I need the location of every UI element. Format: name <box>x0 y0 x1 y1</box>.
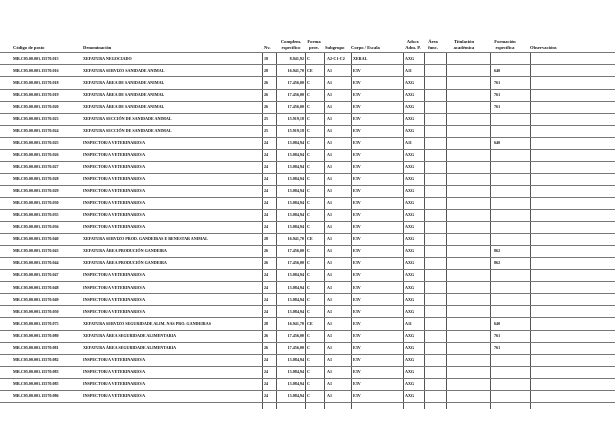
table-row <box>0 89 615 101</box>
table-row <box>0 330 615 342</box>
cell-nivel: 26 <box>264 91 269 97</box>
cell-codigo: MR.C05.00.001.15570.028 <box>13 176 59 182</box>
cell-denominacion: INSPECTOR/A VETERINARIO/A <box>83 224 146 230</box>
table-row <box>0 101 615 113</box>
cell-adscr: AXG <box>405 248 415 254</box>
cell-subgrupo: A1 <box>327 320 333 326</box>
cell-nivel: 24 <box>264 151 269 157</box>
cell-denominacion: XEFATURA ÁREA DE SANIDADE ANIMAL <box>83 91 165 97</box>
cell-nivel: 25 <box>264 115 269 121</box>
cell-subgrupo: A1 <box>327 176 333 182</box>
col-header-complemento-line2: específico <box>281 45 301 50</box>
cell-complemento: 13.084,94 <box>287 151 304 157</box>
cell-adscr: A11 <box>405 320 412 326</box>
table-row <box>0 294 615 306</box>
cell-adscr: AXG <box>405 176 415 182</box>
col-header-adscr-line1: Adscr. <box>406 39 420 44</box>
cell-complemento: 13.084,94 <box>287 176 304 182</box>
cell-nivel: 28 <box>264 320 269 326</box>
cell-codigo: MR.C05.00.001.15570.086 <box>13 392 59 398</box>
cell-denominacion: INSPECTOR/A VETERINARIO/A <box>83 272 146 278</box>
cell-subgrupo: A1 <box>327 139 333 145</box>
cell-forma: C <box>307 368 310 374</box>
cell-corpo: E3V <box>353 260 361 266</box>
col-header-area-line2: func. <box>428 45 438 50</box>
cell-complemento: 13.084,94 <box>287 356 304 362</box>
col-header-adscr-line2: Adm. P. <box>405 45 421 50</box>
cell-complemento: 13.084,94 <box>287 139 304 145</box>
row-rule <box>0 402 615 403</box>
cell-nivel: 24 <box>264 392 269 398</box>
table-row <box>0 378 615 390</box>
cell-corpo: E3V <box>353 224 361 230</box>
cell-denominacion: INSPECTOR/A VETERINARIO/A <box>83 284 146 290</box>
cell-corpo: E3V <box>353 103 361 109</box>
cell-codigo: MR.C05.00.001.15570.024 <box>13 127 59 133</box>
cell-nivel: 24 <box>264 380 269 386</box>
cell-complemento: 13.084,94 <box>287 380 304 386</box>
cell-denominacion: INSPECTOR/A VETERINARIO/A <box>83 356 146 362</box>
cell-corpo: E3V <box>353 200 361 206</box>
cell-adscr: AXG <box>405 296 415 302</box>
cell-forma: C <box>307 260 310 266</box>
cell-nivel: 24 <box>264 212 269 218</box>
cell-codigo: MR.C05.00.001.15570.040 <box>13 236 59 242</box>
cell-denominacion: XEFATURA ÁREA DE SANIDADE ANIMAL <box>83 79 165 85</box>
cell-codigo: MR.C05.00.001.15570.025 <box>13 139 59 145</box>
cell-denominacion: INSPECTOR/A VETERINARIO/A <box>83 392 146 398</box>
cell-formacion: 640 <box>494 320 501 326</box>
cell-corpo: E3V <box>353 248 361 254</box>
cell-denominacion: INSPECTOR/A VETERINARIO/A <box>83 164 146 170</box>
cell-complemento: 16.941,70 <box>287 67 304 73</box>
cell-forma: CE <box>307 236 313 242</box>
cell-nivel: 24 <box>264 139 269 145</box>
cell-codigo: MR.C05.00.001.15570.049 <box>13 296 59 302</box>
cell-codigo: MR.C05.00.001.15570.035 <box>13 212 59 218</box>
cell-denominacion: XEFATURA SERVIZO SANIDADE ANIMAL <box>83 67 165 73</box>
cell-adscr: AXG <box>405 236 415 242</box>
cell-corpo: E3V <box>353 115 361 121</box>
cell-subgrupo: A1 <box>327 212 333 218</box>
cell-adscr: AXG <box>405 91 415 97</box>
cell-codigo: MR.C05.00.001.15570.030 <box>13 200 59 206</box>
cell-corpo: E3V <box>353 127 361 133</box>
cell-nivel: 24 <box>264 296 269 302</box>
cell-adscr: AXG <box>405 260 415 266</box>
cell-forma: C <box>307 55 310 61</box>
col-header-observacions: Observacións <box>530 45 557 50</box>
cell-corpo: E3V <box>353 356 361 362</box>
cell-forma: CE <box>307 320 313 326</box>
cell-forma: C <box>307 296 310 302</box>
cell-adscr: AXG <box>405 188 415 194</box>
cell-corpo: E3V <box>353 67 361 73</box>
table-row <box>0 246 615 258</box>
cell-corpo: E3V <box>353 332 361 338</box>
cell-adscr: AXG <box>405 164 415 170</box>
cell-denominacion: INSPECTOR/A VETERINARIO/A <box>83 296 146 302</box>
table-row <box>0 222 615 234</box>
cell-nivel: 26 <box>264 248 269 254</box>
cell-denominacion: XEFATURA SECCIÓN DE SANIDADE ANIMAL <box>83 115 172 121</box>
cell-corpo: E3V <box>353 164 361 170</box>
col-header-titulacion-line2: académica <box>453 45 475 50</box>
cell-forma: C <box>307 380 310 386</box>
cell-codigo: MR.C05.00.001.15570.026 <box>13 151 59 157</box>
cell-subgrupo: A1 <box>327 284 333 290</box>
cell-denominacion: INSPECTOR/A VETERINARIO/A <box>83 380 146 386</box>
table-row <box>0 270 615 282</box>
cell-adscr: AXG <box>405 332 415 338</box>
cell-complemento: 16.941,70 <box>287 320 304 326</box>
cell-denominacion: XEFATURA NEGOCIADO <box>83 55 132 61</box>
cell-complemento: 17.456,00 <box>287 248 304 254</box>
table-row <box>0 306 615 318</box>
cell-codigo: MR.C05.00.001.15570.048 <box>13 284 59 290</box>
cell-nivel: 25 <box>264 127 269 133</box>
cell-forma: C <box>307 344 310 350</box>
cell-complemento: 8.941,92 <box>289 55 304 61</box>
cell-nivel: 24 <box>264 284 269 290</box>
cell-codigo: MR.C05.00.001.15570.085 <box>13 380 59 386</box>
cell-nivel: 24 <box>264 272 269 278</box>
cell-complemento: 13.084,94 <box>287 164 304 170</box>
table-row <box>0 366 615 378</box>
cell-corpo: E3V <box>353 284 361 290</box>
table-row <box>0 125 615 137</box>
table-row <box>0 342 615 354</box>
cell-adscr: AXG <box>405 284 415 290</box>
cell-corpo: E3V <box>353 139 361 145</box>
table-row <box>0 186 615 198</box>
cell-subgrupo: A1 <box>327 380 333 386</box>
cell-corpo: XERAL <box>353 55 368 61</box>
cell-codigo: MR.C05.00.001.15570.020 <box>13 103 59 109</box>
cell-corpo: E3V <box>353 236 361 242</box>
cell-codigo: MR.C05.00.001.15570.015 <box>13 55 59 61</box>
cell-complemento: 17.456,00 <box>287 344 304 350</box>
cell-subgrupo: A1 <box>327 67 333 73</box>
cell-forma: C <box>307 308 310 314</box>
cell-forma: C <box>307 392 310 398</box>
cell-denominacion: INSPECTOR/A VETERINARIO/A <box>83 308 146 314</box>
cell-adscr: AXG <box>405 224 415 230</box>
cell-nivel: 26 <box>264 79 269 85</box>
table-row <box>0 210 615 222</box>
cell-formacion: 761 <box>494 79 501 85</box>
cell-adscr: AXG <box>405 79 415 85</box>
cell-denominacion: INSPECTOR/A VETERINARIO/A <box>83 368 146 374</box>
cell-forma: C <box>307 224 310 230</box>
col-header-codigo: Código de posto <box>13 45 45 50</box>
cell-codigo: MR.C05.00.001.15570.050 <box>13 308 59 314</box>
cell-subgrupo: A1 <box>327 127 333 133</box>
cell-forma: C <box>307 139 310 145</box>
cell-subgrupo: A1 <box>327 103 333 109</box>
col-header-formacion-line2: específica <box>495 45 515 50</box>
cell-corpo: E3V <box>353 91 361 97</box>
cell-nivel: 24 <box>264 308 269 314</box>
cell-codigo: MR.C05.00.001.15570.044 <box>13 260 59 266</box>
cell-forma: CE <box>307 67 313 73</box>
cell-adscr: AXG <box>405 392 415 398</box>
cell-corpo: E3V <box>353 320 361 326</box>
cell-forma: C <box>307 272 310 278</box>
cell-formacion: 761 <box>494 332 501 338</box>
cell-adscr: AXG <box>405 151 415 157</box>
cell-denominacion: XEFATURA ÁREA DE SANIDADE ANIMAL <box>83 103 165 109</box>
cell-complemento: 16.941,70 <box>287 236 304 242</box>
cell-subgrupo: A1 <box>327 224 333 230</box>
table-row <box>0 198 615 210</box>
cell-subgrupo: A2-C1-C2 <box>327 55 345 61</box>
table-row <box>0 354 615 366</box>
cell-codigo: MR.C05.00.001.15570.081 <box>13 344 59 350</box>
cell-complemento: 17.456,00 <box>287 103 304 109</box>
cell-adscr: AXG <box>405 103 415 109</box>
table-row <box>0 390 615 402</box>
cell-codigo: MR.C05.00.001.15570.047 <box>13 272 59 278</box>
cell-corpo: E3V <box>353 151 361 157</box>
table-row <box>0 113 615 125</box>
cell-adscr: AXG <box>405 212 415 218</box>
cell-corpo: E3V <box>353 392 361 398</box>
cell-forma: C <box>307 103 310 109</box>
cell-codigo: MR.C05.00.001.15570.019 <box>13 91 59 97</box>
cell-denominacion: XEFATURA SERVIZO PROD. GANDEIRAS E BENESTAR ANIMAL <box>83 236 208 242</box>
cell-codigo: MR.C05.00.001.15570.043 <box>13 248 59 254</box>
cell-complemento: 13.084,94 <box>287 296 304 302</box>
cell-adscr: AXG <box>405 380 415 386</box>
cell-formacion: 862 <box>494 260 501 266</box>
cell-forma: C <box>307 176 310 182</box>
cell-denominacion: INSPECTOR/A VETERINARIO/A <box>83 139 146 145</box>
cell-denominacion: INSPECTOR/A VETERINARIO/A <box>83 188 146 194</box>
cell-complemento: 13.084,94 <box>287 308 304 314</box>
cell-denominacion: XEFATURA ÁREA PRODUCIÓN GANDEIRA <box>83 260 167 266</box>
cell-complemento: 15.919,18 <box>287 127 304 133</box>
table-row <box>0 282 615 294</box>
cell-forma: C <box>307 332 310 338</box>
cell-adscr: AXG <box>405 368 415 374</box>
cell-nivel: 26 <box>264 103 269 109</box>
cell-formacion: 761 <box>494 344 501 350</box>
cell-subgrupo: A1 <box>327 332 333 338</box>
cell-codigo: MR.C05.00.001.15570.080 <box>13 332 59 338</box>
cell-adscr: AXG <box>405 127 415 133</box>
cell-nivel: 28 <box>264 236 269 242</box>
col-header-formacion-line1: Formación <box>494 39 516 44</box>
cell-codigo: MR.C05.00.001.15570.029 <box>13 188 59 194</box>
col-header-area-line1: Área <box>428 39 438 44</box>
cell-subgrupo: A1 <box>327 248 333 254</box>
cell-complemento: 13.084,94 <box>287 368 304 374</box>
table-row <box>0 174 615 186</box>
cell-denominacion: XEFATURA ÁREA SEGURIDADE ALIMENTARIA <box>83 344 177 350</box>
cell-forma: C <box>307 248 310 254</box>
cell-adscr: A11 <box>405 139 412 145</box>
cell-subgrupo: A1 <box>327 356 333 362</box>
col-header-forma-line2: prov. <box>309 45 319 50</box>
cell-adscr: AXG <box>405 308 415 314</box>
col-header-forma-line1: Forma <box>307 39 321 44</box>
col-header-nivel: Nv. <box>264 45 271 50</box>
cell-corpo: E3V <box>353 296 361 302</box>
cell-complemento: 13.084,94 <box>287 188 304 194</box>
cell-complemento: 17.456,00 <box>287 332 304 338</box>
cell-subgrupo: A1 <box>327 200 333 206</box>
cell-codigo: MR.C05.00.001.15570.016 <box>13 67 59 73</box>
cell-codigo: MR.C05.00.001.15570.018 <box>13 79 59 85</box>
cell-subgrupo: A1 <box>327 272 333 278</box>
cell-subgrupo: A1 <box>327 236 333 242</box>
cell-adscr: AXG <box>405 272 415 278</box>
table-row <box>0 161 615 173</box>
cell-complemento: 17.456,00 <box>287 91 304 97</box>
cell-forma: C <box>307 127 310 133</box>
cell-complemento: 13.084,94 <box>287 212 304 218</box>
cell-forma: C <box>307 356 310 362</box>
cell-formacion: 862 <box>494 248 501 254</box>
cell-forma: C <box>307 164 310 170</box>
cell-nivel: 24 <box>264 224 269 230</box>
cell-corpo: E3V <box>353 176 361 182</box>
cell-nivel: 26 <box>264 344 269 350</box>
cell-subgrupo: A1 <box>327 151 333 157</box>
cell-corpo: E3V <box>353 308 361 314</box>
cell-forma: C <box>307 79 310 85</box>
cell-nivel: 18 <box>264 55 269 61</box>
cell-forma: C <box>307 284 310 290</box>
cell-subgrupo: A1 <box>327 368 333 374</box>
cell-nivel: 24 <box>264 200 269 206</box>
cell-complemento: 13.084,94 <box>287 284 304 290</box>
cell-subgrupo: A1 <box>327 188 333 194</box>
cell-corpo: E3V <box>353 188 361 194</box>
cell-corpo: E3V <box>353 212 361 218</box>
table-row <box>0 65 615 77</box>
cell-subgrupo: A1 <box>327 164 333 170</box>
cell-formacion: 640 <box>494 139 501 145</box>
cell-complemento: 15.919,18 <box>287 115 304 121</box>
cell-adscr: AXG <box>405 344 415 350</box>
table-row <box>0 53 615 65</box>
cell-corpo: E3V <box>353 380 361 386</box>
table-row <box>0 318 615 330</box>
cell-codigo: MR.C05.00.001.15570.082 <box>13 356 59 362</box>
table-row <box>0 77 615 89</box>
cell-subgrupo: A1 <box>327 91 333 97</box>
cell-corpo: E3V <box>353 79 361 85</box>
cell-formacion: 761 <box>494 103 501 109</box>
col-header-denominacion: Denominación <box>83 45 112 50</box>
cell-nivel: 24 <box>264 188 269 194</box>
cell-adscr: A11 <box>405 67 412 73</box>
cell-denominacion: XEFATURA ÁREA PRODUCIÓN GANDEIRA <box>83 248 167 254</box>
cell-complemento: 13.084,94 <box>287 224 304 230</box>
col-header-subgrupo: Subgrupo <box>325 45 345 50</box>
cell-denominacion: INSPECTOR/A VETERINARIO/A <box>83 176 146 182</box>
cell-adscr: AXG <box>405 55 415 61</box>
cell-denominacion: INSPECTOR/A VETERINARIO/A <box>83 151 146 157</box>
cell-forma: C <box>307 200 310 206</box>
cell-subgrupo: A1 <box>327 79 333 85</box>
cell-forma: C <box>307 151 310 157</box>
cell-subgrupo: A1 <box>327 392 333 398</box>
cell-subgrupo: A1 <box>327 260 333 266</box>
cell-denominacion: XEFATURA ÁREA SEGURIDADE ALIMENTARIA <box>83 332 177 338</box>
cell-formacion: 761 <box>494 91 501 97</box>
cell-nivel: 28 <box>264 67 269 73</box>
cell-codigo: MR.C05.00.001.15570.023 <box>13 115 59 121</box>
cell-complemento: 17.456,00 <box>287 79 304 85</box>
cell-forma: C <box>307 212 310 218</box>
cell-subgrupo: A1 <box>327 296 333 302</box>
cell-nivel: 24 <box>264 176 269 182</box>
cell-subgrupo: A1 <box>327 308 333 314</box>
cell-adscr: AXG <box>405 356 415 362</box>
cell-codigo: MR.C05.00.001.15570.036 <box>13 224 59 230</box>
cell-complemento: 17.456,00 <box>287 260 304 266</box>
cell-adscr: AXG <box>405 200 415 206</box>
col-header-complemento-line1: Complem. <box>280 39 302 44</box>
cell-nivel: 24 <box>264 164 269 170</box>
cell-forma: C <box>307 91 310 97</box>
cell-codigo: MR.C05.00.001.15570.075 <box>13 320 59 326</box>
cell-complemento: 13.084,94 <box>287 200 304 206</box>
cell-nivel: 26 <box>264 332 269 338</box>
table-row <box>0 234 615 246</box>
cell-corpo: E3V <box>353 368 361 374</box>
cell-codigo: MR.C05.00.001.15570.027 <box>13 164 59 170</box>
cell-denominacion: XEFATURA SECCIÓN DE SANIDADE ANIMAL <box>83 127 172 133</box>
cell-denominacion: INSPECTOR/A VETERINARIO/A <box>83 212 146 218</box>
cell-nivel: 26 <box>264 260 269 266</box>
table-row <box>0 258 615 270</box>
cell-subgrupo: A1 <box>327 115 333 121</box>
cell-forma: C <box>307 115 310 121</box>
cell-complemento: 13.084,94 <box>287 272 304 278</box>
cell-complemento: 13.084,94 <box>287 392 304 398</box>
cell-corpo: E3V <box>353 344 361 350</box>
cell-formacion: 640 <box>494 67 501 73</box>
cell-codigo: MR.C05.00.001.15570.083 <box>13 368 59 374</box>
cell-denominacion: XEFATURA SERVIZO SEGURIDADE ALIM. NAS PRO. GANDEIRAS <box>83 320 211 326</box>
col-header-titulacion-line1: Titulación <box>453 39 475 44</box>
cell-denominacion: INSPECTOR/A VETERINARIO/A <box>83 200 146 206</box>
cell-adscr: AXG <box>405 115 415 121</box>
table-row <box>0 137 615 149</box>
col-header-corpo: Corpo / Escala <box>351 45 380 50</box>
cell-nivel: 24 <box>264 368 269 374</box>
cell-subgrupo: A1 <box>327 344 333 350</box>
cell-corpo: E3V <box>353 272 361 278</box>
table-row <box>0 149 615 161</box>
cell-forma: C <box>307 188 310 194</box>
cell-nivel: 24 <box>264 356 269 362</box>
